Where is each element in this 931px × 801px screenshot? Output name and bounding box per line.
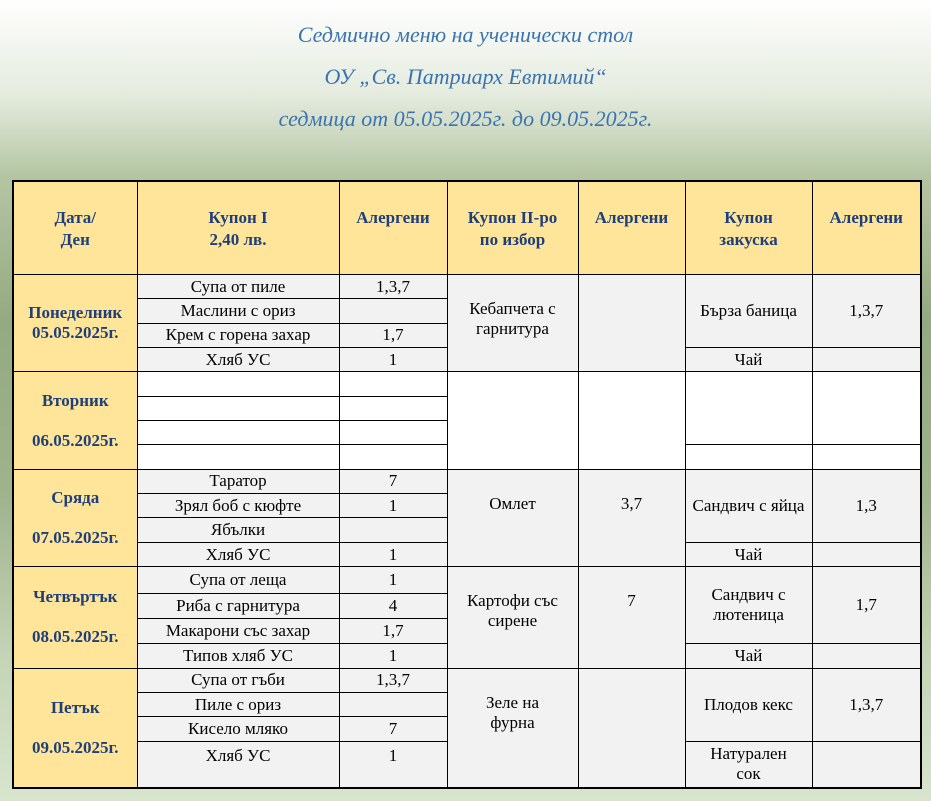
snack-cell: Бърза баница <box>685 274 812 347</box>
allergen-cell: 7 <box>339 717 447 741</box>
allergen-cell <box>578 372 685 469</box>
dish-cell: Хляб УС <box>137 741 339 788</box>
table-row <box>13 274 921 298</box>
allergen-cell: 1 <box>339 494 447 518</box>
allergen-cell: 1,3,7 <box>812 668 921 741</box>
table-row <box>13 372 921 396</box>
dish-cell: Таратор <box>137 469 339 493</box>
allergen-cell: 1,7 <box>812 567 921 644</box>
drink-cell: Чай <box>685 347 812 371</box>
allergen-cell <box>339 299 447 323</box>
table-row <box>13 469 921 493</box>
school-name: ОУ „Св. Патриарх Евтимий“ <box>324 64 607 89</box>
snack-cell: Сандвич с лютеница <box>685 567 812 644</box>
allergen-cell <box>339 421 447 445</box>
dish-cell <box>137 445 339 469</box>
allergen-cell <box>339 693 447 717</box>
header-allergens-3: Алергени <box>812 181 921 274</box>
dish-cell: Риба с гарнитура <box>137 593 339 618</box>
dish-cell: Хляб УС <box>137 347 339 371</box>
dish-cell <box>137 396 339 420</box>
allergen-cell <box>812 372 921 445</box>
allergen-cell: 1 <box>339 741 447 788</box>
dish-cell: Ябълки <box>137 518 339 542</box>
table-row <box>13 668 921 692</box>
allergen-cell: 7 <box>339 469 447 493</box>
dish-cell: Супа от пиле <box>137 274 339 298</box>
dish-cell: Маслини с ориз <box>137 299 339 323</box>
header-allergens-1: Алергени <box>339 181 447 274</box>
header-snack-coupon: Купон закуска <box>685 181 812 274</box>
coupon2-cell: Картофи със сирене <box>447 567 578 669</box>
allergen-cell <box>339 445 447 469</box>
allergen-cell: 7 <box>578 567 685 669</box>
allergen-cell: 1 <box>339 644 447 668</box>
allergen-cell <box>812 644 921 668</box>
allergen-cell: 1,7 <box>339 323 447 347</box>
allergen-cell: 1,3 <box>812 469 921 542</box>
drink-cell: Чай <box>685 644 812 668</box>
menu-table <box>12 180 922 789</box>
header-coupon-2: Купон II-ро по избор <box>447 181 578 274</box>
coupon2-cell: Зеле на фурна <box>447 668 578 788</box>
dish-cell: Супа от леща <box>137 567 339 593</box>
menu-title: Седмично меню на ученически стол <box>297 22 634 47</box>
dish-cell: Макарони със захар <box>137 618 339 643</box>
allergen-cell: 1 <box>339 347 447 371</box>
allergen-cell <box>812 445 921 469</box>
week-range: седмица от 05.05.2025г. до 09.05.2025г. <box>278 106 653 131</box>
day-cell: Петък 09.05.2025г. <box>13 668 137 788</box>
header-allergens-2: Алергени <box>578 181 685 274</box>
table-row <box>13 567 921 593</box>
allergen-cell: 3,7 <box>578 469 685 566</box>
dish-cell: Супа от гъби <box>137 668 339 692</box>
allergen-cell: 1,7 <box>339 618 447 643</box>
coupon2-cell: Кебапчета с гарнитура <box>447 274 578 371</box>
allergen-cell <box>339 396 447 420</box>
allergen-cell <box>578 274 685 371</box>
dish-cell: Хляб УС <box>137 542 339 566</box>
allergen-cell <box>812 542 921 566</box>
header-row <box>13 181 921 274</box>
coupon2-cell <box>447 372 578 469</box>
allergen-cell: 1,3,7 <box>339 668 447 692</box>
dish-cell <box>137 372 339 396</box>
allergen-cell <box>578 668 685 788</box>
allergen-cell <box>812 347 921 371</box>
allergen-cell: 1,3,7 <box>812 274 921 347</box>
header-date-day: Дата/ Ден <box>13 181 137 274</box>
dish-cell: Пиле с ориз <box>137 693 339 717</box>
snack-cell <box>685 372 812 445</box>
allergen-cell: 4 <box>339 593 447 618</box>
snack-cell: Сандвич с яйца <box>685 469 812 542</box>
allergen-cell: 1 <box>339 567 447 593</box>
dish-cell: Зрял боб с кюфте <box>137 494 339 518</box>
allergen-cell: 1 <box>339 542 447 566</box>
allergen-cell <box>812 741 921 788</box>
header-coupon-1: Купон I 2,40 лв. <box>137 181 339 274</box>
day-cell: Вторник 06.05.2025г. <box>13 372 137 469</box>
day-cell: Сряда 07.05.2025г. <box>13 469 137 566</box>
dish-cell: Кисело мляко <box>137 717 339 741</box>
drink-cell: Чай <box>685 542 812 566</box>
snack-cell: Плодов кекс <box>685 668 812 741</box>
allergen-cell: 1,3,7 <box>339 274 447 298</box>
dish-cell: Крем с горена захар <box>137 323 339 347</box>
day-cell: Четвъртък 08.05.2025г. <box>13 567 137 669</box>
dish-cell <box>137 421 339 445</box>
drink-cell: Натурален сок <box>685 741 812 788</box>
dish-cell: Типов хляб УС <box>137 644 339 668</box>
coupon2-cell: Омлет <box>447 469 578 566</box>
drink-cell <box>685 445 812 469</box>
allergen-cell <box>339 518 447 542</box>
allergen-cell <box>339 372 447 396</box>
day-cell: Понеделник 05.05.2025г. <box>13 274 137 371</box>
